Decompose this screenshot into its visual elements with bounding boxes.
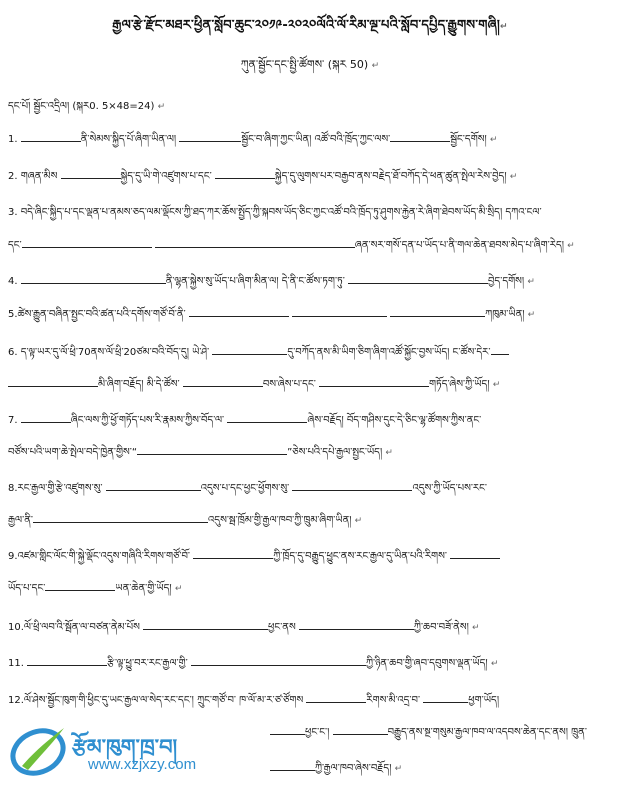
answer-blank[interactable]	[319, 377, 429, 387]
answer-blank[interactable]	[183, 377, 263, 387]
answer-blank[interactable]	[215, 169, 275, 179]
answer-blank[interactable]	[390, 307, 485, 317]
question-4: 4. ནི་ལྷན་སྐྱེས་སུ་ཡོད་པ་ཞིག་མིན་ལ། དེ་ནི་ང་ཚོས་ཏག་ཏུ་ བྱེད་དགོས། ↵	[8, 276, 535, 287]
answer-blank[interactable]	[143, 620, 268, 630]
question-11: 11. རྩི་ལྟ་ཕྱུ་བར་རང་རྒྱལ་གྱི་ ཀྱི་ཉིན་ཆབ་གྱི་ཞབ་དབུགས་ལྡན་ཡོད། ↵	[8, 658, 499, 669]
question-9: 9.འཛམ་གླིང་ལོང་གི་སྐྱེ་ལྡོང་འདུས་གཞིའི་རིགས་གཙོ་བོ་ ཀྱི་ཁྲོད་དུ་བརྒྱུད་ཕྱུང་ནས་རང་རྒྱལ་དུ་ཡིན་པའི་རིགས་	[8, 545, 612, 573]
answer-blank[interactable]	[423, 693, 468, 703]
answer-blank[interactable]	[8, 377, 98, 387]
answer-blank[interactable]	[227, 413, 307, 423]
question-7: 7. ཞིང་ལས་ཀྱི་ཕྱོ་གཏོད་པས་རི་རྣམས་ཀྱིས་བོད་ལ་ ཞེས་བརྗོད། བོད་གཤིས་དུང་དེ་ཅིང་ལྷ་ཚོགས་ཀྱིས་ནང་	[8, 415, 482, 426]
question-3: 3. བདེ་ཞིང་སྐྱིད་པ་དང་ལྡན་པ་ནམས་ཅད་ལམ་ལྡོངས་ཀྱི་ཐད་ཀར་ཆོས་སྤྱོད་ཀྱི་སྐབས་ཡོད་ཅིང་ཀྱང་འཚོ་བའི་ཁྲོད་ཏུ་ཤུགས་རྐྱེན་རེ་ཞིག་ཐེབས་ཡོད་མི་སྲིད། དཀའ་ངལ་	[8, 207, 542, 218]
site-logo-icon	[8, 722, 70, 778]
answer-blank[interactable]	[179, 132, 241, 142]
question-6: 6. ད་ལྟ་ཡར་དུ་ལོ་ཕྲི་70ནས་ལོ་ཕྲི་20ཙམ་བའི་བོད་དུ། ཡེ་ཤེ་ དུ་བཀོད་ནས་མི་ཡིག་ཅིག་ཞིག་འཚོ་སྐྱོང་བྱས་ཡོད། ང་ཚོས་དེར་	[8, 341, 612, 369]
question-12-line-2: ཕྱང་ང་། བརྒྱུད་ནས་སྔ་གསུམ་རྒྱལ་ཁབ་ལ་འདབས་ཆེན་དང་ནས། ཁྲུན་	[270, 721, 612, 749]
answer-blank[interactable]	[491, 345, 509, 355]
question-12-line-3: ཀྱི་རྒྱལ་ཁབ་ཞེས་བརྗོད། ↵	[270, 757, 612, 785]
question-12: 12.ལོ་ཤེས་སྦྱོང་ཁུག་གི་ཕྱིང་དུ་ཡང་རྒྱལ་ལ་སེད་རང་དང་། ཀྲུང་གཙོ་བ་ ཁ་ལོ་མ་ར་ཙ་ཙོགས རིགས་མི་འདྲ་བ་ ཕྱག་ཡོད།	[8, 695, 500, 706]
answer-blank[interactable]	[61, 169, 121, 179]
answer-blank[interactable]	[189, 307, 289, 317]
question-8: 8.རང་རྒྱལ་གྱི་རྩེ་འཛུགས་སུ་ འདུས་པ་དང་ཕྱང་ཕྱོགས་སུ་ འདུས་ཀྱི་ཡོད་པས་རང་	[8, 483, 488, 494]
answer-blank[interactable]	[193, 549, 273, 559]
answer-blank[interactable]	[292, 307, 387, 317]
question-10: 10.ལོ་ཕྲི་ལབ་འི་སྦོན་ལ་བཙན་ནེམ་པོས ཕྱང་ནས ཀྱི་ཆབ་བཟོ་ནེས། ↵	[8, 622, 480, 633]
answer-blank[interactable]	[191, 656, 366, 666]
watermark-tibetan-text: རྩོམ་ཁུག་ཁྲ་བ།	[72, 735, 178, 759]
answer-blank[interactable]	[212, 345, 287, 355]
question-6-line-2: མི་ཞིག་བརྗོད། མི་དེ་ཚོས་ བས་ཞེས་པ་དང་ གཏོད་ཞེས་ཀྱི་ཡོད། ↵	[8, 373, 612, 401]
answer-blank[interactable]	[22, 238, 152, 248]
answer-blank[interactable]	[137, 445, 287, 455]
answer-blank[interactable]	[306, 693, 366, 703]
answer-blank[interactable]	[390, 132, 450, 142]
question-7-line-2: བཙོས་པའི་ཡག་ཆེ་སྤེལ་བདེ་ཁྱེན་གྱིས་“ ”ཅེས་པའི་དཔེ་རྒྱལ་སྤྱང་ཡོད། ↵	[8, 447, 393, 458]
answer-blank[interactable]	[450, 549, 500, 559]
answer-blank[interactable]	[21, 132, 81, 142]
answer-blank[interactable]	[21, 413, 71, 423]
answer-blank[interactable]	[155, 238, 355, 248]
answer-blank[interactable]	[33, 513, 208, 523]
question-3-line-2: དང་ ཞན་སར་གསོ་དན་པ་ཡོད་པ་ནི་གལ་ཆེན་ཐབས་མེད་པ་ཞིག་རེད། ↵	[8, 240, 575, 251]
answer-blank[interactable]	[45, 581, 115, 591]
exam-title: རྒྱལ་རྩེ་རྫོང་མཐར་ཕྱིན་སློབ་ཆུང་༢༠༡༩-༢༠༢༠ལོའི་ལོ་རིམ་ལྔ་པའི་སློབ་དཔྱིད་རྒྱུགས་གཞི།↵	[112, 18, 508, 33]
answer-blank[interactable]	[27, 656, 107, 666]
question-8-line-2: རྒྱལ་ནི་ འདུས་སྦ་ཁྲོམ་གྱི་རྒྱལ་ཁབ་ཀྱི་ཁྲུམ་ཞིག་ཡིན། ↵	[8, 515, 363, 526]
answer-blank[interactable]	[292, 481, 412, 491]
exam-subtitle: ཀུན་སྦྱོང་དང་སྤྱི་ཚོགས་ (སྐར 50) ↵	[240, 58, 380, 71]
answer-blank[interactable]	[21, 274, 166, 284]
watermark-url: www.xzjxzy.com	[88, 756, 197, 773]
answer-blank[interactable]	[270, 761, 315, 771]
question-9-line-2: ཡོད་པ་དང་ ཡན་ཆེན་གྱི་ཡོད། ↵	[8, 583, 183, 594]
question-5: 5.ཚེས་རྒྱུན་བཞིན་སྤྱང་བའི་ཚན་པའི་དགོས་གཙོ་བོ་ནི་ ཀཁུམ་ཡིན། ↵	[8, 309, 536, 320]
site-watermark	[8, 722, 258, 778]
answer-blank[interactable]	[106, 481, 201, 491]
answer-blank[interactable]	[299, 620, 414, 630]
answer-blank[interactable]	[333, 725, 388, 735]
answer-blank[interactable]	[270, 725, 305, 735]
question-1: 1. ནི་སེམས་སྐྱིད་པོ་ཞིག་ཡིན་ལ། སྦྱོང་བ་ཞིག་ཀྱང་ཡིན། འཚོ་བའི་ཁྲོད་ཀྱང་ལས་ སྦྱོང་དགོས། ↵	[8, 134, 498, 145]
answer-blank[interactable]	[348, 274, 488, 284]
section-heading: དང་པོ། སྦྱོང་འདྲིལ། (སྐར0. 5×48=24) ↵	[8, 101, 166, 112]
question-2: 2. གཞན་མིས སྐྱེད་དུ་ཡི་གེ་འཛུགས་པ་དང་ སྐྱེད་དུ་ལུགས་པར་བརྒྱབ་ནས་བརྗེད་ཐོ་བཀོད་དེ་ཕན་ཚུན་སྤེལ་རེས་བྱེད། ↵	[8, 171, 518, 182]
